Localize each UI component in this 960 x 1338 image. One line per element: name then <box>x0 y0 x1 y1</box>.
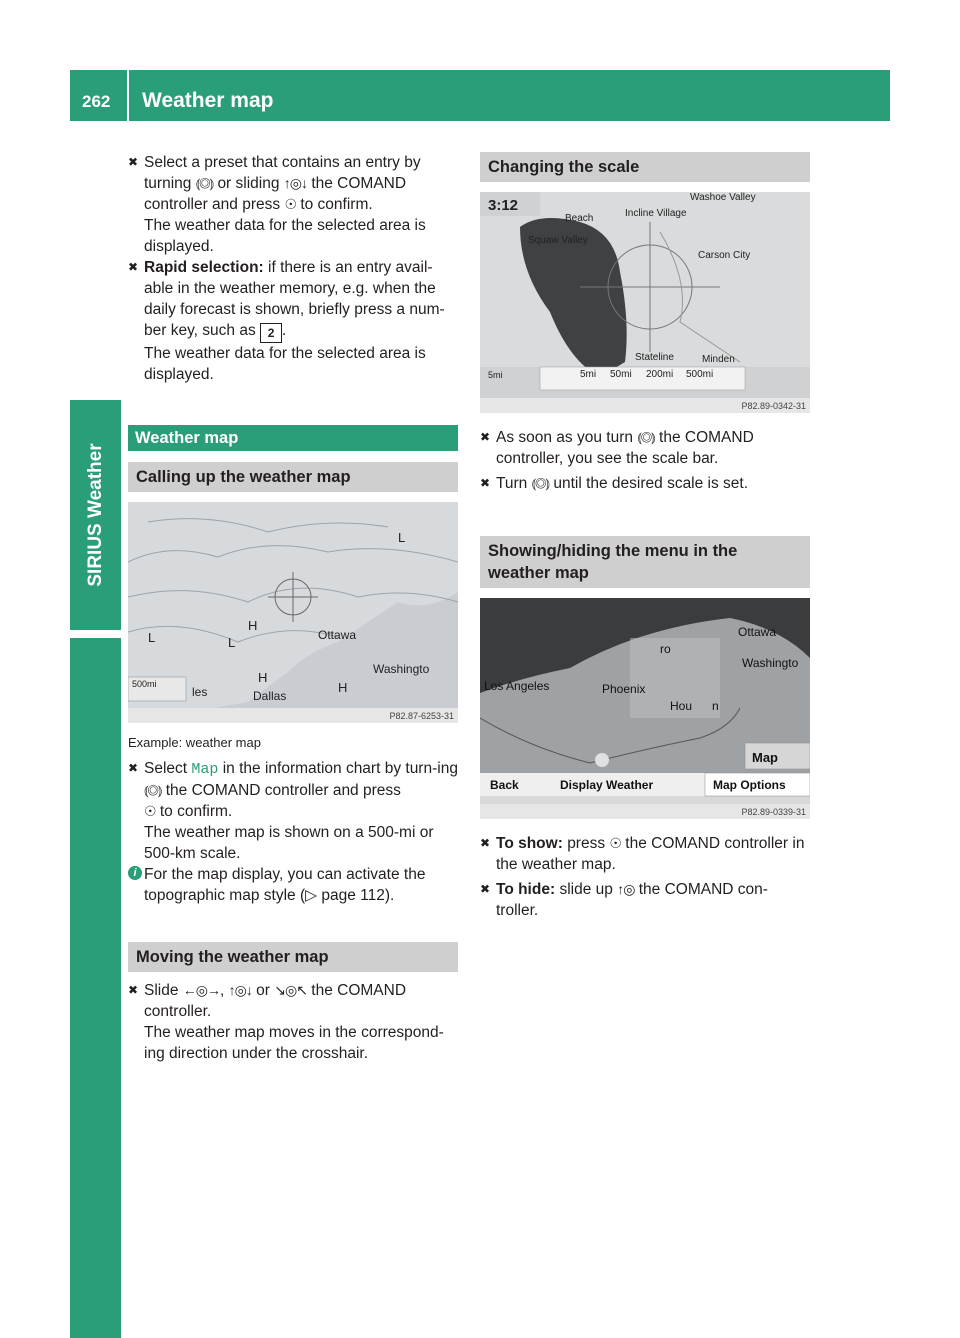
clock-time: 3:12 <box>488 197 519 214</box>
step-select-map: ✖ Select Map in the information chart by turn-ing ⦅◎⦆ the COMAND controller and press ☉ to confirm. The weather map is shown on a 500-mi or 500-km scale. <box>128 760 458 862</box>
map-label: Hou <box>670 699 693 713</box>
info-icon: i <box>128 866 142 880</box>
image-code: P82.87-6253-31 <box>389 711 454 721</box>
side-tab-label: SIRIUS Weather <box>85 443 106 587</box>
left-column <box>128 152 458 1064</box>
slide-diagonal-icon: ↘◎↖ <box>274 982 307 998</box>
map-label: Minden <box>702 354 735 365</box>
map-label: H <box>338 680 348 695</box>
slide-up-down-icon: ↑◎↓ <box>228 982 252 998</box>
slide-up-down-icon: ↑◎↓ <box>283 175 307 191</box>
arrow-right-icon: ✖ <box>128 260 139 274</box>
step-to-hide: ✖ To hide: slide up ↑◎ the COMAND con-troller. <box>480 881 768 919</box>
map-label: L <box>228 635 236 650</box>
map-tab: Map <box>752 750 778 765</box>
subsection-heading-moving: Moving the weather map <box>128 942 458 972</box>
step-rapid-selection: ✖ Rapid selection: if there is an entry avail-able in the weather memory, e.g. when the daily forecast is shown, briefly press a num-ber key, such as 2 . The weather data for the selected area is displayed. <box>128 259 445 383</box>
menu-back: Back <box>490 778 519 792</box>
step-select-preset: ✖ Select a preset that contains an entry by turning ⦅◎⦆ or sliding ↑◎↓ the COMAND controller and press ☉ to confirm. The weather data for the selected area is displayed. <box>128 154 426 255</box>
image-code: P82.89-0339-31 <box>741 807 806 817</box>
image-code: P82.89-0342-31 <box>741 401 806 411</box>
arrow-right-icon: ✖ <box>128 155 139 169</box>
map-scale-label: 500mi <box>132 679 157 689</box>
step-set-scale: ✖ Turn ⦅◎⦆ until the desired scale is set. <box>480 475 749 492</box>
map-label: H <box>248 618 258 633</box>
figure-caption: Example: weather map <box>128 735 261 750</box>
map-label: L <box>398 530 406 545</box>
subsection-heading-calling: Calling up the weather map <box>128 462 458 492</box>
rotate-controller-icon: ⦅◎⦆ <box>144 782 162 798</box>
map-label: Washingto <box>373 662 430 676</box>
subsection-heading-scale: Changing the scale <box>480 152 810 182</box>
menu-map-image <box>480 598 810 819</box>
section-heading-weather-map: Weather map <box>128 425 458 451</box>
weather-map-image <box>128 502 458 723</box>
subsection-heading-menu: Showing/hiding the menu in the weather map <box>480 536 810 588</box>
slide-left-right-icon: ←◎→ <box>182 982 220 998</box>
right-column <box>480 152 810 921</box>
step-to-show: ✖ To show: press ☉ the COMAND controller in the weather map. <box>480 835 805 873</box>
rotate-controller-icon: ⦅◎⦆ <box>637 429 655 445</box>
scale-tick: 500mi <box>686 369 714 380</box>
map-label: H <box>258 670 268 685</box>
menu-map-options: Map Options <box>713 778 786 792</box>
arrow-right-icon: ✖ <box>128 983 139 997</box>
press-controller-icon: ☉ <box>144 803 156 819</box>
map-label: Los Angeles <box>484 679 550 693</box>
map-label: Ottawa <box>318 628 357 642</box>
map-label: Carson City <box>698 250 751 261</box>
map-label: L <box>148 630 156 645</box>
side-tab-lower <box>70 638 121 1338</box>
scale-tick: 50mi <box>610 369 632 380</box>
menu-display-weather: Display Weather <box>560 778 654 792</box>
map-label: Ottawa <box>738 625 777 639</box>
rotate-controller-icon: ⦅◎⦆ <box>531 475 550 491</box>
arrow-right-icon: ✖ <box>480 882 491 896</box>
rotate-controller-icon: ⦅◎⦆ <box>195 175 214 191</box>
scale-map-image <box>480 192 810 413</box>
arrow-right-icon: ✖ <box>480 476 491 490</box>
step-slide: ✖ Slide ←◎→, ↑◎↓ or ↘◎↖ the COMAND controller. The weather map moves in the correspond-ing direction under the crosshair. <box>128 982 444 1062</box>
step-turn-scale: ✖ As soon as you turn ⦅◎⦆ the COMAND controller, you see the scale bar. <box>480 429 754 467</box>
map-label: les <box>192 685 208 699</box>
page-ref-arrow-icon: ▷ <box>305 887 318 904</box>
arrow-right-icon: ✖ <box>480 430 491 444</box>
scale-tick: 200mi <box>646 369 674 380</box>
map-label: Stateline <box>635 352 674 363</box>
page-title: Weather map <box>142 89 274 112</box>
map-label: Beach <box>565 213 594 224</box>
info-note: i For the map display, you can activate the topographic map style (▷ page 112). <box>128 864 458 906</box>
map-label: Phoenix <box>602 682 646 696</box>
page-header <box>70 70 890 121</box>
map-label: n <box>712 699 719 713</box>
map-label: Squaw Valley <box>528 235 588 246</box>
map-label: Incline Village <box>625 208 687 219</box>
map-menu-item: Map <box>191 761 219 778</box>
arrow-right-icon: ✖ <box>128 761 139 775</box>
map-label: Washingto <box>742 656 799 670</box>
page-number: 262 <box>82 92 111 111</box>
header-divider <box>127 70 129 121</box>
map-label: Dallas <box>253 689 287 703</box>
arrow-right-icon: ✖ <box>480 836 491 850</box>
number-key-icon: 2 <box>260 323 282 343</box>
map-label: Washoe Valley <box>690 192 756 203</box>
press-controller-icon: ☉ <box>609 835 621 851</box>
map-label: ro <box>660 642 671 656</box>
scale-tick: 5mi <box>580 369 597 380</box>
press-controller-icon: ☉ <box>284 196 296 212</box>
slide-up-icon: ↑◎ <box>617 881 635 897</box>
map-scale-label: 5mi <box>488 370 503 380</box>
